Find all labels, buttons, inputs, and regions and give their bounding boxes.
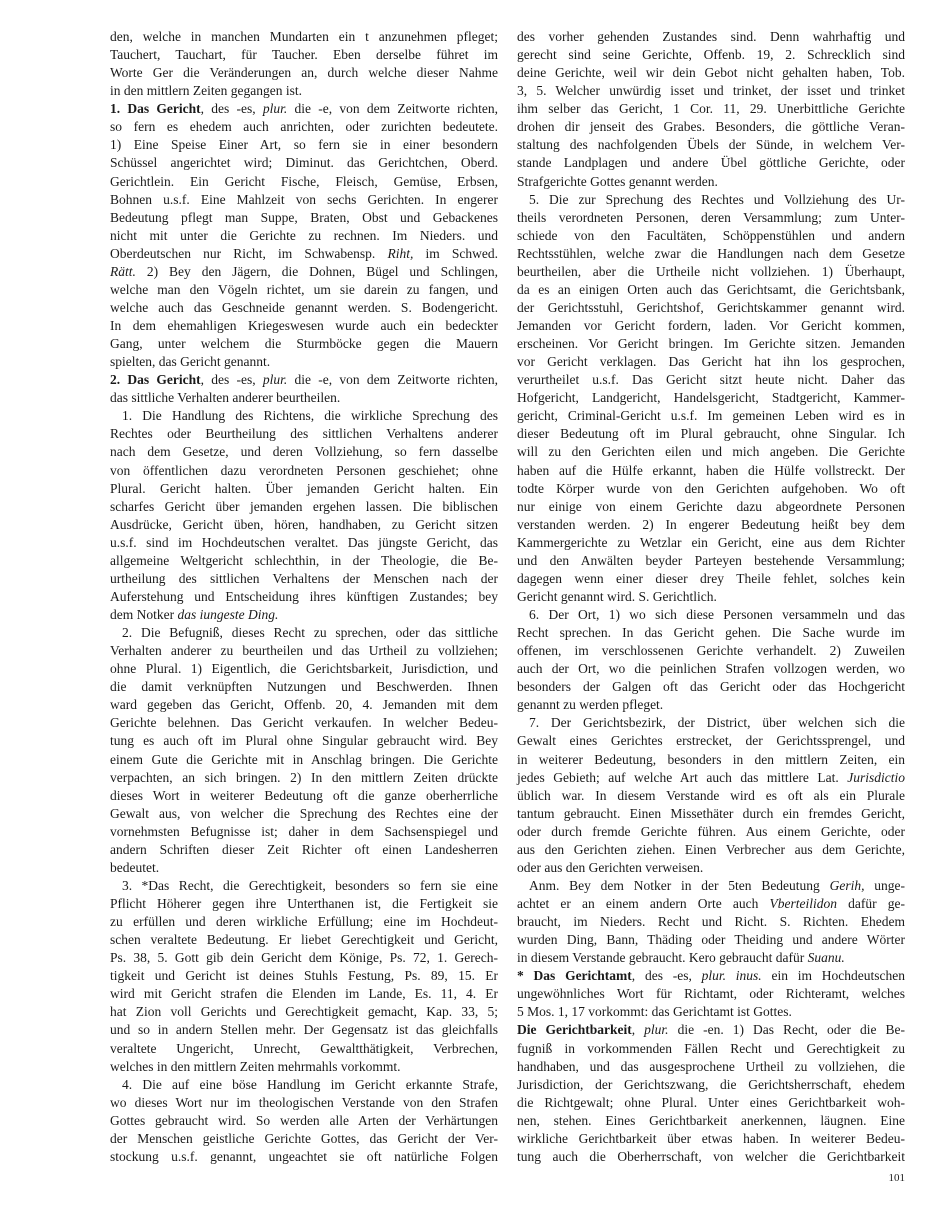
text-run: gerecht sind seine Gerichte, Offenb. 19, 2. Schrecklich sind — [517, 47, 905, 63]
text-line — [517, 823, 905, 841]
text-line — [517, 263, 905, 281]
text-run: Jurisdiction, der Gerichtszwang, die Gerichtsherrschaft, ehedem — [517, 1076, 905, 1092]
text-run: vornehmsten Befugnisse ist; daher in dem Sachsenspiegel und — [110, 823, 498, 839]
text-line — [517, 931, 905, 949]
dictionary-entry — [110, 371, 498, 407]
text-line — [517, 859, 905, 877]
text-run: 7. Der Gerichtsbezirk, der District, über welchen sich die — [529, 715, 905, 731]
text-line — [517, 642, 905, 660]
text-run: oder aus den Gerichten verweisen. — [517, 859, 704, 875]
text-run: und so in andern Stellen mehr. Der Gegensatz ist das gleichfalls — [110, 1022, 498, 1038]
text-run: drohen dir jenseit des Grabes. Besonders, die göttliche Veran- — [517, 119, 905, 135]
text-run: den, welche in manchen Mundarten ein t anzunehmen pfleget; — [110, 29, 498, 44]
text-line — [517, 335, 905, 353]
text-run: und den Anwälten beyder Parteyen bestehende Versammlung; — [517, 552, 905, 568]
text-line — [517, 173, 905, 191]
text-run: 4. Die auf eine böse Handlung im Gericht erkannte Strafe, — [122, 1076, 498, 1092]
text-line — [517, 64, 905, 82]
text-run: Auferstehung und Entscheidung ihres künftigen Zustandes; bey — [110, 588, 498, 604]
text-line — [110, 823, 498, 841]
text-run: Pflicht Höherer gegen ihre Unterthanen ist, die Fertigkeit sie — [110, 896, 498, 911]
text-run: Recht sprechen. In das Gericht gehen. Die Sache wurde im — [517, 625, 905, 641]
text-line — [110, 191, 498, 209]
paragraph — [517, 606, 905, 714]
text-line — [110, 299, 498, 317]
paragraph — [110, 1076, 498, 1166]
text-line — [517, 732, 905, 750]
left-column — [110, 28, 498, 1166]
text-run: will zu den Gerichten eilen und mich angeben. Die Gerichte — [517, 444, 905, 460]
text-run: nach dem Gesetze, und deren Vollziehung, so fern dasselbe — [110, 444, 498, 460]
text-run: Ausdrücke, Gericht üben, hören, handhaben, zu Gericht sitzen — [110, 516, 498, 532]
text-line — [110, 118, 498, 136]
text-run: dieses Wort in weiterer Bedeutung oft die ganze oberherrliche — [110, 787, 498, 803]
text-line — [110, 877, 498, 895]
text-line — [110, 1148, 498, 1166]
text-line — [517, 389, 905, 407]
text-run: , des -es, — [631, 968, 702, 984]
text-run: ihm selber das Gericht, 1 Cor. 11, 29. Unerbittliche Gerichte — [517, 101, 905, 117]
text-run: Hofgericht, Landgericht, Handelsgericht, Stadtgericht, Kammer- — [517, 390, 905, 406]
text-line — [110, 425, 498, 443]
text-line — [110, 154, 498, 172]
text-run: , — [631, 1022, 645, 1038]
italic-text: Jurisdictio — [847, 769, 905, 785]
text-line — [517, 552, 905, 570]
text-line — [110, 534, 498, 552]
text-run: wirkliche Gerichtbarkeit über etwas haben. In weiterer Bedeu- — [517, 1130, 905, 1146]
text-run: todte Körper wurde von den Gerichten aufgehoben. Wo oft — [517, 480, 905, 496]
text-line — [110, 1130, 498, 1148]
text-run: ohne Plural. 1) Eigentlich, die Gerichtsbarkeit, Jurisdiction, und — [110, 661, 498, 677]
text-run: allgemeine Weltgericht schlechthin, in der Theologie, die Be- — [110, 552, 498, 568]
text-run: 2) Bey den Jägern, die Dohnen, Bügel und Schlingen, — [135, 263, 498, 279]
text-line — [517, 100, 905, 118]
text-run: 1. Die Handlung des Richtens, die wirkliche Sprechung des — [122, 408, 498, 424]
paragraph — [517, 714, 905, 877]
text-line — [110, 1040, 498, 1058]
text-run: in den mittlern Zeiten gegangen ist. — [110, 83, 302, 99]
text-line — [517, 967, 905, 985]
text-run: in weiterer Bedeutung, besonders in den mittlern Zeiten, ein — [517, 751, 905, 767]
text-line — [110, 498, 498, 516]
text-line — [110, 462, 498, 480]
text-run: nen, stehen. Eines Gerichtbarkeit anerkennen, läugnen. Eine — [517, 1112, 905, 1128]
text-line — [517, 425, 905, 443]
text-run: auch der Ort, wo die peinlichen Strafen vollzogen werden, wo — [517, 661, 905, 677]
text-run: staltung des nachfolgenden Übels der Sünde, in welchem Ver- — [517, 137, 905, 153]
text-run: Rechtsstühlen, welche zwar die Handlungen nach dem Gesetze — [517, 245, 905, 261]
paragraph — [110, 407, 498, 624]
text-line — [517, 949, 905, 967]
text-run: üblich war. In diesem Verstande wird es oft als ein Plurale — [517, 787, 905, 803]
text-line — [110, 642, 498, 660]
text-run: 3, 5. Welcher unwürdig isset und trinket, der isset und trinket — [517, 83, 905, 99]
text-line — [517, 895, 905, 913]
text-line — [517, 1130, 905, 1148]
text-run: ein im Hochdeutschen — [761, 968, 905, 984]
text-line — [110, 660, 498, 678]
text-run: 1) Eine Speise Einer Art, so fern sie in einer besondern — [110, 137, 498, 153]
text-line — [110, 985, 498, 1003]
text-run: dagegen wenn einer dieser drey Theile fehlet, solches kein — [517, 570, 905, 586]
text-line — [110, 769, 498, 787]
text-line — [110, 588, 498, 606]
text-line — [517, 480, 905, 498]
text-line — [110, 913, 498, 931]
text-line — [110, 335, 498, 353]
text-line — [517, 1040, 905, 1058]
text-line — [517, 624, 905, 642]
paragraph — [110, 877, 498, 1076]
text-line — [110, 1003, 498, 1021]
text-run: die Richtgewalt; ohne Plural. Unter eines Gerichtbarkeit woh- — [517, 1094, 905, 1110]
headword: Die Gerichtbarkeit — [517, 1022, 632, 1038]
text-line — [517, 696, 905, 714]
text-line — [517, 1148, 905, 1166]
text-line — [517, 281, 905, 299]
text-run: bedeutet. — [110, 859, 160, 875]
text-line — [110, 787, 498, 805]
text-line — [517, 82, 905, 100]
text-run: ward gegeben das Gericht, Offenb. 20, 4. Jemanden mit dem — [110, 697, 498, 713]
text-line — [110, 227, 498, 245]
text-run: stockung u.s.f. genannt, ungeachtet sie oft natürliche Folgen — [110, 1148, 498, 1164]
text-line — [517, 714, 905, 732]
text-run: die -en. 1) Das Recht, oder die Be- — [668, 1022, 905, 1038]
text-line — [517, 46, 905, 64]
text-run: aus den Gerichten ziehen. Einen Verbrecher aus dem Gerichte, — [517, 841, 905, 857]
text-run: ungewöhnliches Wort für Richtamt, oder Richteramt, welches — [517, 986, 905, 1002]
text-run: Oberdeutschen nur Richt, im Schwabensp. — [110, 245, 388, 261]
text-line — [110, 967, 498, 985]
text-line — [110, 407, 498, 425]
text-run: dafür ge- — [837, 896, 905, 911]
text-line — [517, 985, 905, 1003]
text-run: verpachten, an sich bringen. 2) In den mittlern Zeiten drückte — [110, 769, 498, 785]
text-line — [110, 624, 498, 642]
text-line — [110, 931, 498, 949]
text-line — [110, 678, 498, 696]
text-run: Gewalt eines Gerichtes erstrecket, der Gerichtssprengel, und — [517, 733, 905, 749]
text-run: Bohnen u.s.f. Eine Mahlzeit von sechs Gerichten. In engerer — [110, 191, 498, 207]
text-run: handhaben, und das ausgesprochene Urtheil zu vollziehen, die — [517, 1058, 905, 1074]
text-line — [517, 751, 905, 769]
dictionary-entry — [517, 1021, 905, 1166]
text-run: spielten, das Gericht genannt. — [110, 354, 271, 370]
text-run: scharfes Gericht über jemanden ergehen lassen. Die biblischen — [110, 498, 498, 514]
text-line — [517, 913, 905, 931]
text-run: Kammergerichte zu Wetzlar ein Gericht, eine aus dem Richter — [517, 534, 905, 550]
text-run: dieser Bedeutung oft im Plural gebraucht, ohne Singular. Ich — [517, 426, 905, 442]
headword: * Das Gerichtamt — [517, 968, 632, 984]
text-line — [110, 895, 498, 913]
text-line — [110, 714, 498, 732]
text-run: Jemanden vor Gericht fordern, laden. Vor Gericht kommen, — [517, 318, 905, 333]
text-run: welches in den mittlern Zeiten mehrmahls vorkommt. — [110, 1058, 401, 1074]
paragraph — [110, 28, 498, 100]
text-run: nicht mit unter die Gerichte zu rechnen. Im Nieders. und — [110, 227, 498, 243]
text-line — [110, 949, 498, 967]
text-run: gericht, Criminal-Gericht u.s.f. Im gemeinen Leben wird es in — [517, 408, 905, 424]
text-line — [517, 443, 905, 461]
text-line — [517, 154, 905, 172]
italic-text: plur. — [644, 1022, 669, 1038]
text-line — [110, 1058, 498, 1076]
text-line — [517, 1021, 905, 1039]
text-run: der Gerichtsstuhl, Gerichtshof, Gerichtskammer genannt wird. — [517, 299, 905, 315]
text-line — [110, 263, 498, 281]
right-column — [517, 28, 905, 1166]
text-run: im Schwed. — [413, 245, 498, 261]
text-run: 6. Der Ort, 1) wo sich diese Personen versammeln und das — [529, 607, 905, 622]
text-run: Schüssel angerichtet wird; Diminut. das Gerichtchen, Oberd. — [110, 155, 498, 171]
text-line — [517, 660, 905, 678]
italic-text: Gerih, — [829, 877, 865, 893]
text-run: schen veraltete Bedeutung. Er liebet Gerechtigkeit und Gericht, — [110, 932, 498, 948]
italic-text: Suanu. — [807, 950, 845, 966]
text-run: beurtheilen, aber die Urtheile nicht vollziehen. 1) Überhaupt, — [517, 263, 905, 279]
text-run: , des -es, — [200, 101, 263, 117]
text-run: wo dieses Wort nur im theologischen Verstande von den Strafen — [110, 1094, 498, 1110]
text-line — [110, 371, 498, 389]
text-line — [517, 28, 905, 46]
text-line — [517, 877, 905, 895]
text-line — [110, 64, 498, 82]
text-run: von öffentlichen dazu verordneten Personen geschiehet; ohne — [110, 462, 498, 478]
text-run: veraltete Ungericht, Unrecht, Gewaltthätigkeit, Verbrechen, — [110, 1040, 498, 1056]
text-line — [517, 299, 905, 317]
text-line — [110, 1076, 498, 1094]
page-number: 101 — [888, 1172, 905, 1184]
text-run: der Menschen geistliche Gerichte Gottes, das Gericht der Ver- — [110, 1130, 498, 1146]
text-run: 3. *Das Recht, die Gerechtigkeit, besonders so fern sie eine — [122, 877, 498, 893]
text-run: hat Zion voll Gerichts und Gerechtigkeit gemacht, Kap. 33, 5; — [110, 1004, 498, 1020]
text-run: braucht, im Nieders. Recht und Richt. S. Richten. Ehedem — [517, 914, 905, 930]
text-run: welche man den Vögeln richtet, um sie darein zu fangen, und — [110, 281, 498, 297]
text-line — [517, 570, 905, 588]
text-run: Gewalt aus, von welcher die Sprechung des Rechtes eine der — [110, 805, 498, 821]
text-run: Anm. Bey dem Notker in der 5ten Bedeutung — [529, 877, 830, 893]
text-run: besonders der Galgen oft das Gericht oder das Hochgericht — [517, 679, 905, 695]
text-run: jedes Gebieth; auf welche Art auch das mittlere Lat. — [517, 769, 848, 785]
dictionary-entry — [517, 967, 905, 1021]
text-run: die -e, von dem Zeitworte richten, — [287, 372, 498, 388]
text-line — [517, 588, 905, 606]
text-run: tung auch die Oberherrschaft, von welcher die Gerichtbarkeit — [517, 1148, 905, 1164]
text-line — [110, 552, 498, 570]
text-line — [110, 389, 498, 407]
text-run: haben auf die Hülfe erkannt, haben die Hülfe vollstreckt. Der — [517, 462, 905, 478]
text-line — [110, 281, 498, 299]
italic-text: plur. inus. — [701, 968, 762, 984]
text-line — [517, 841, 905, 859]
text-run: Bedeutung pflegt man Suppe, Braten, Obst und Gebackenes — [110, 209, 498, 225]
text-line — [517, 118, 905, 136]
text-run: offenen, im verschlossenen Gerichte verhandelt. 2) Zuweilen — [517, 643, 905, 659]
text-line — [110, 841, 498, 859]
text-line — [110, 82, 498, 100]
text-run: deine Gerichte, weil wir dein Gebot nicht gehalten haben, Tob. — [517, 65, 905, 81]
text-line — [110, 173, 498, 191]
text-run: die damit verknüpften Nutzungen und Beschwerden. Ihnen — [110, 679, 498, 695]
text-run: andern Schriften dieser Zeit Richter oft einen Landesherren — [110, 841, 498, 857]
text-run: in diesem Verstande gebraucht. Kero gebraucht dafür — [517, 950, 808, 966]
text-line — [110, 245, 498, 263]
text-run: Ps. 38, 5. Gott gib dein Gericht dem Könige, Ps. 72, 1. Gerech- — [110, 950, 498, 966]
text-run: vor Gericht verklagen. Das Gericht hat ihn los gesprochen, — [517, 354, 905, 370]
text-run: tantum gebraucht. Einen Missethäter durch ein fremdes Gericht, — [517, 805, 905, 821]
text-run: Gericht genannt wird. S. Gerichtlich. — [517, 588, 717, 604]
text-line — [517, 1094, 905, 1112]
text-line — [110, 28, 498, 46]
text-run: Strafgerichte Gottes genannt werden. — [517, 173, 718, 189]
text-run: urtheilung des sittlichen Verhaltens der Menschen nach der — [110, 570, 498, 586]
text-line — [517, 136, 905, 154]
paragraph — [517, 28, 905, 191]
text-run: da es an einigen Orten auch das Gerichtsamt, die Gerichtsbank, — [517, 281, 905, 297]
italic-text: plur. — [262, 372, 288, 388]
text-line — [110, 859, 498, 877]
text-line — [110, 353, 498, 371]
text-run: Rechtes oder Beurtheilung des sittlichen Verhaltens anderer — [110, 426, 498, 442]
text-line — [110, 1094, 498, 1112]
text-line — [517, 1076, 905, 1094]
paragraph — [517, 191, 905, 606]
text-run: nur einige von einem Gerichte dazu abgeordnete Personen — [517, 498, 905, 514]
text-run: , des -es, — [200, 372, 263, 388]
text-run: dem Notker — [110, 607, 178, 622]
text-line — [517, 371, 905, 389]
text-run: Gang, unter welchem die Sturmböcke gegen die Mauern — [110, 336, 498, 352]
text-run: wurden Ding, Bann, Thäding oder Theiding und andere Wörter — [517, 932, 905, 948]
text-run: Tauchert, Tauchart, für Taucher. Eben derselbe führet im — [110, 47, 498, 63]
text-line — [110, 1112, 498, 1130]
text-run: oder durch fremde Gerichte führen. Aus einem Gerichte, oder — [517, 823, 905, 839]
text-line — [110, 570, 498, 588]
text-run: stande Landplagen und andere Übel göttliche Gerichte, oder — [517, 155, 905, 171]
text-line — [110, 751, 498, 769]
text-line — [517, 227, 905, 245]
text-line — [110, 443, 498, 461]
text-line — [517, 769, 905, 787]
text-run: In dem ehemahligen Kriegeswesen wurde auch ein bedeckter — [110, 318, 498, 333]
text-line — [110, 732, 498, 750]
italic-text: Rätt. — [110, 263, 136, 279]
headword: 1. Das Gericht — [110, 101, 201, 117]
text-line — [517, 516, 905, 534]
text-line — [517, 787, 905, 805]
text-line — [517, 1003, 905, 1021]
text-line — [110, 209, 498, 227]
text-run: so fern es ehedem auch anrichten, oder zurichten bedeutete. — [110, 119, 498, 135]
text-run: theils verordneten Personen, deren Versammlung; zum Unter- — [517, 209, 905, 225]
text-run: Gerichte belehnen. Das Gericht verkaufen. In welcher Bedeu- — [110, 715, 498, 731]
text-run: Verhalten anderer zu beurtheilen und das Urtheil zu vollziehen; — [110, 643, 498, 659]
text-line — [110, 317, 498, 335]
text-run: tigkeit und Gericht ist deines Stuhls Festung, Ps. 89, 15. Er — [110, 968, 498, 984]
text-line — [110, 696, 498, 714]
text-line — [110, 480, 498, 498]
headword: 2. Das Gericht — [110, 372, 201, 388]
text-line — [517, 209, 905, 227]
text-run: verurtheilet u.s.f. Das Gericht sitzt heute nicht. Daher das — [517, 372, 905, 388]
paragraph — [517, 877, 905, 967]
italic-text: Vberteilidon — [769, 896, 838, 911]
italic-text: das iungeste Ding. — [177, 607, 279, 622]
text-line — [517, 678, 905, 696]
dictionary-entry — [110, 100, 498, 371]
text-line — [110, 100, 498, 118]
text-run: wird mit Gericht strafen die Elenden im Lande, Es. 11, 4. Er — [110, 986, 498, 1002]
text-run: erscheinen. Vor Gericht bringen. Im Gerichte sitzen. Jemanden — [517, 336, 905, 352]
text-run: tung es auch oft im Plural ohne Singular gebraucht wird. Bey — [110, 733, 498, 749]
text-line — [110, 516, 498, 534]
text-run: das sittliche Verhalten anderer beurtheilen. — [110, 390, 341, 406]
italic-text: Riht, — [387, 245, 414, 261]
text-line — [110, 1021, 498, 1039]
text-run: 5. Die zur Sprechung des Rechtes und Vollziehung des Ur- — [529, 191, 905, 207]
paragraph — [110, 624, 498, 877]
text-run: schiede von den Facultäten, Schöppenstühlen und andern — [517, 227, 905, 243]
text-run: einem Gute die Gerichte mit in Anschlag bringen. Die Gerichte — [110, 751, 498, 767]
text-line — [517, 1058, 905, 1076]
text-line — [110, 136, 498, 154]
text-line — [517, 191, 905, 209]
text-line — [517, 805, 905, 823]
text-line — [517, 606, 905, 624]
text-run: genannt zu werden pfleget. — [517, 697, 664, 713]
text-run: unge- — [864, 877, 905, 893]
text-line — [517, 462, 905, 480]
text-run: welche auch das Geschneide genannt werden. S. Bodengericht. — [110, 299, 498, 315]
text-run: u.s.f. sind im Hochdeutschen veraltet. Das jüngste Gericht, das — [110, 534, 498, 550]
text-line — [110, 46, 498, 64]
text-run: 2. Die Befugniß, dieses Recht zu sprechen, oder das sittliche — [122, 625, 498, 641]
text-line — [517, 1112, 905, 1130]
text-run: zu erfüllen und deren wirkliche Erfüllung; eine im Hochdeut- — [110, 914, 498, 930]
text-run: 5 Mos. 1, 17 vorkommt: das Gerichtamt ist Gottes. — [517, 1004, 792, 1020]
text-run: des vorher gehenden Zustandes sind. Denn wahrhaftig und — [517, 29, 905, 44]
text-run: Gottes gebraucht wird. So werden alle Arten der Verhärtungen — [110, 1112, 498, 1128]
text-run: Worte Ger die Veränderungen an, durch welche dieser Nahme — [110, 65, 498, 81]
text-line — [110, 606, 498, 624]
text-run: Gerichtlein. Ein Gericht Fische, Fleisch, Gemüse, Erbsen, — [110, 173, 498, 189]
text-line — [517, 534, 905, 552]
text-line — [517, 407, 905, 425]
text-line — [517, 353, 905, 371]
text-run: fugniß in vorkommenden Fällen Recht und Gerechtigkeit zu — [517, 1040, 905, 1056]
text-run: die -e, von dem Zeitworte richten, — [287, 101, 498, 117]
italic-text: plur. — [262, 101, 288, 117]
text-line — [517, 498, 905, 516]
text-run: verstanden werden. 2) In engerer Bedeutung heißt bey dem — [517, 516, 905, 532]
text-run: achtet er an einem andern Orte auch — [517, 896, 770, 911]
text-line — [517, 317, 905, 335]
text-line — [110, 805, 498, 823]
text-run: Plural. Gericht halten. Über jemanden Gericht halten. Ein — [110, 480, 498, 496]
text-line — [517, 245, 905, 263]
